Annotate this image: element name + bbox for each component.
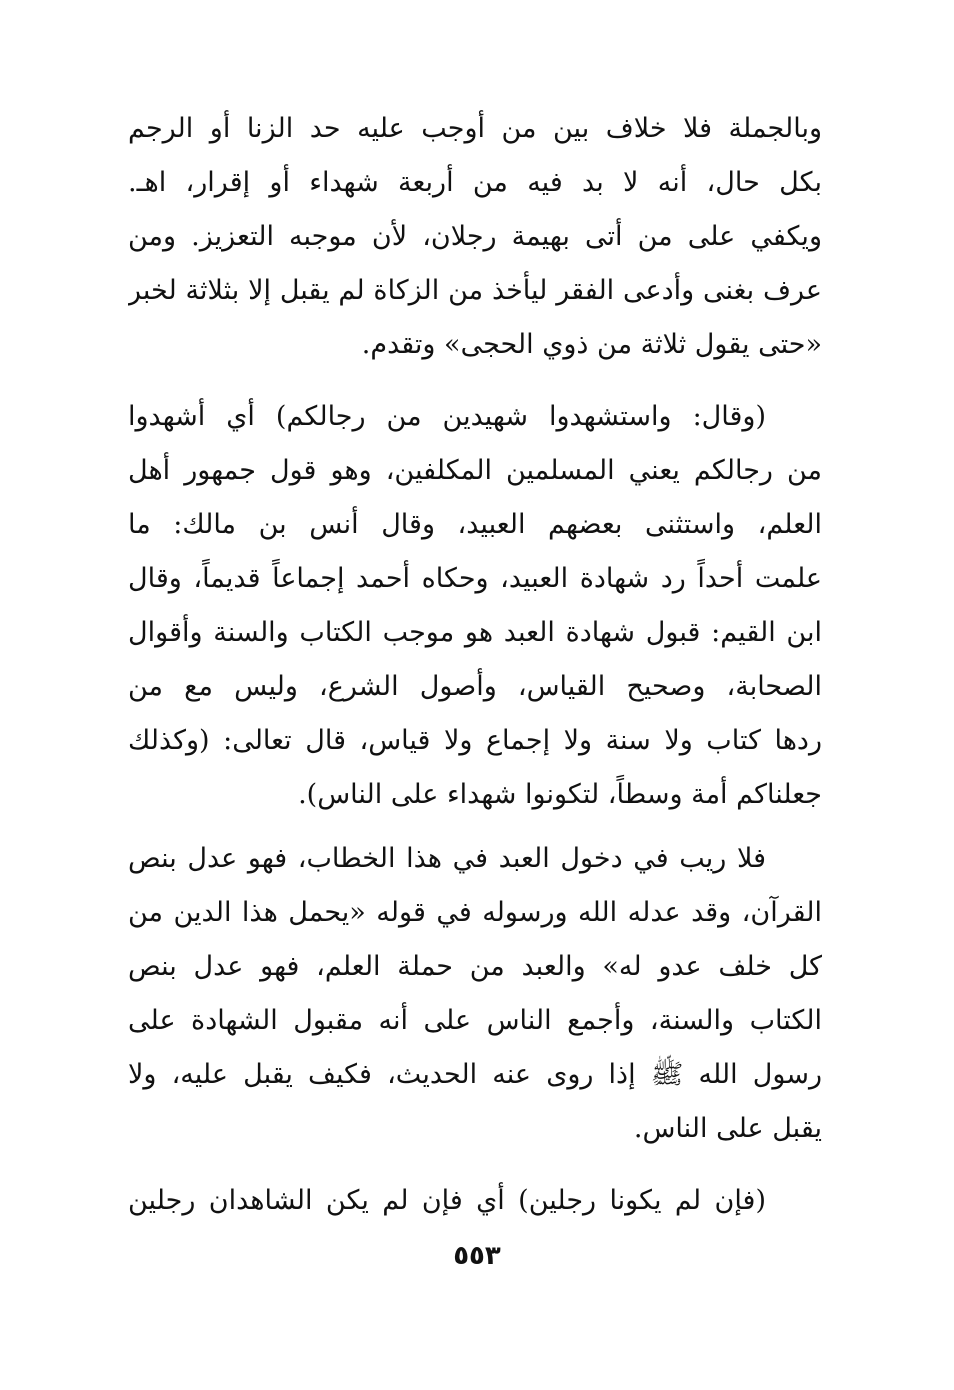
- paragraph-2: [128, 390, 822, 822]
- text-line: فلا ريب في دخول العبد في هذا الخطاب، فهو عدل بنص: [128, 843, 766, 874]
- text-line: (فإن لم يكونا رجلين) أي فإن لم يكن الشاهدان رجلين: [128, 1185, 766, 1216]
- text-line: ردها كتاب ولا سنة ولا إجماع ولا قياس، قال تعالى: (وكذلك: [128, 725, 822, 756]
- text-line: من رجالكم يعني المسلمين المكلفين، وهو قول جمهور أهل: [128, 455, 822, 486]
- paragraph-1: [128, 102, 822, 372]
- text-line: العلم، واستثنى بعضهم العبيد، وقال أنس بن مالك: ما: [128, 509, 822, 540]
- page-number: ٥٥٣: [453, 1241, 501, 1271]
- text-line: علمت أحداً رد شهادة العبيد، وحكاه أحمد إجماعاً قديماً، وقال: [128, 563, 822, 594]
- text-line: بكل حال، أنه لا بد فيه من أربعة شهداء أو إقرار، اهـ.: [128, 167, 822, 198]
- text-line: كل خلف عدو له» والعبد من حملة العلم، فهو عدل بنص: [128, 951, 822, 982]
- text-line: رسول الله ﷺ إذا روى عنه الحديث، فكيف يقبل عليه، ولا: [128, 1059, 822, 1090]
- text-line: (وقال: واستشهدوا شهيدين من رجالكم) أي أشهدوا: [128, 401, 766, 432]
- text-line: يقبل على الناس.: [633, 1113, 822, 1144]
- text-line: جعلناكم أمة وسطاً، لتكونوا شهداء على الناس).: [298, 779, 822, 810]
- text-line: ويكفي على من أتى بهيمة رجلان، لأن موجبه التعزيز. ومن: [128, 221, 822, 252]
- text-line: وبالجملة فلا خلاف بين من أوجب عليه حد الزنا أو الرجم: [128, 113, 822, 144]
- text-line: الكتاب والسنة، وأجمع الناس على أنه مقبول الشهادة على: [128, 1005, 822, 1036]
- paragraph-4: [128, 1174, 822, 1228]
- text-line: ابن القيم: قبول شهادة العبد هو موجب الكتاب والسنة وأقوال: [128, 617, 822, 648]
- text-line: الصحابة، وصحيح القياس، وأصول الشرع، وليس مع من: [128, 671, 822, 702]
- text-line: عرف بغنى وأدعى الفقر ليأخذ من الزكاة لم يقبل إلا بثلاثة لخبر: [128, 275, 822, 306]
- text-line: «حتى يقول ثلاثة من ذوي الحجى» وتقدم.: [361, 329, 822, 360]
- text-line: القرآن، وقد عدله الله ورسوله في قوله «يحمل هذا الدين من: [128, 897, 822, 928]
- paragraph-3: [128, 832, 822, 1156]
